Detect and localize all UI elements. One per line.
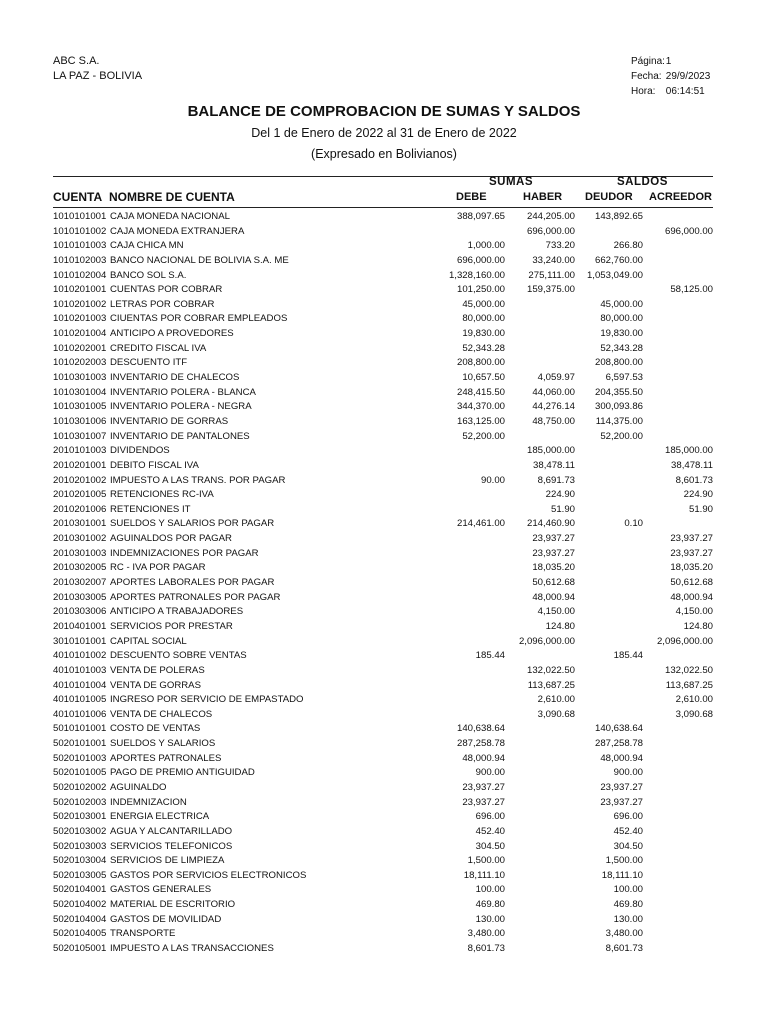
account-code: 5020102003 bbox=[53, 796, 107, 808]
account-name: CAJA MONEDA NACIONAL bbox=[110, 211, 230, 222]
deudor-value: 1,053,049.00 bbox=[586, 269, 643, 281]
account-code: 2010201005 bbox=[53, 489, 107, 501]
account-name: APORTES PATRONALES POR PAGAR bbox=[110, 591, 281, 603]
deudor-value: 143,892.65 bbox=[594, 211, 643, 222]
deudor-value: 52,343.28 bbox=[600, 342, 643, 354]
acreedor-value: 23,937.27 bbox=[670, 533, 713, 545]
table-row bbox=[0, 752, 768, 767]
date-value: 29/9/2023 bbox=[665, 71, 711, 82]
account-code: 5020104001 bbox=[53, 884, 107, 896]
table-row bbox=[0, 225, 768, 240]
group-saldos: SALDOS bbox=[617, 176, 668, 188]
header-bottom-rule bbox=[53, 207, 713, 208]
account-name: AGUINALDOS POR PAGAR bbox=[110, 533, 232, 545]
haber-value: 696,000.00 bbox=[526, 225, 575, 237]
table-row bbox=[0, 488, 768, 503]
account-name: PAGO DE PREMIO ANTIGUIDAD bbox=[110, 767, 255, 779]
table-row bbox=[0, 591, 768, 606]
account-name: GASTOS POR SERVICIOS ELECTRONICOS bbox=[110, 869, 307, 881]
debe-value: 48,000.94 bbox=[462, 752, 505, 764]
table-row bbox=[0, 547, 768, 562]
debe-value: 344,370.00 bbox=[456, 401, 505, 413]
debe-value: 208,800.00 bbox=[456, 357, 505, 369]
debe-value: 696,000.00 bbox=[456, 254, 505, 266]
deudor-value: 662,760.00 bbox=[594, 254, 643, 266]
table-row bbox=[0, 605, 768, 620]
account-name: RETENCIONES IT bbox=[110, 503, 191, 515]
deudor-value: 8,601.73 bbox=[605, 943, 643, 955]
debe-value: 214,461.00 bbox=[456, 518, 505, 530]
deudor-value: 130.00 bbox=[613, 913, 643, 925]
account-name: ANTICIPO A PROVEDORES bbox=[110, 328, 234, 340]
deudor-value: 208,800.00 bbox=[594, 357, 643, 369]
account-code: 1010301004 bbox=[53, 386, 107, 398]
account-code: 1010201001 bbox=[53, 284, 107, 296]
haber-value: 224.90 bbox=[545, 489, 575, 501]
deudor-value: 300,093.86 bbox=[594, 401, 643, 413]
col-header-acreedor: ACREEDOR bbox=[649, 191, 712, 203]
haber-value: 48,750.00 bbox=[532, 415, 575, 427]
table-row bbox=[0, 620, 768, 635]
account-code: 1010201004 bbox=[53, 328, 107, 340]
deudor-value: 23,937.27 bbox=[600, 781, 643, 793]
account-code: 5020101001 bbox=[53, 738, 107, 750]
haber-value: 4,059.97 bbox=[537, 372, 575, 384]
debe-value: 80,000.00 bbox=[462, 313, 505, 325]
haber-value: 38,478.11 bbox=[533, 459, 575, 471]
time-label: Hora: bbox=[631, 86, 656, 97]
table-row bbox=[0, 356, 768, 371]
table-row bbox=[0, 371, 768, 386]
debe-value: 452.40 bbox=[475, 825, 505, 837]
debe-value: 304.50 bbox=[475, 840, 505, 852]
account-code: 1010301003 bbox=[53, 372, 107, 384]
acreedor-value: 50,612.68 bbox=[670, 577, 713, 589]
account-name: INVENTARIO POLERA - BLANCA bbox=[110, 386, 256, 398]
account-name: AGUINALDO bbox=[110, 781, 167, 793]
debe-value: 3,480.00 bbox=[467, 928, 505, 940]
account-name: MATERIAL DE ESCRITORIO bbox=[110, 899, 236, 911]
haber-value: 124.80 bbox=[545, 620, 575, 632]
account-name: CREDITO FISCAL IVA bbox=[110, 342, 207, 354]
table-row bbox=[0, 444, 768, 459]
acreedor-value: 23,937.27 bbox=[670, 547, 713, 559]
debe-value: 101,250.00 bbox=[456, 284, 505, 296]
account-code: 1010101002 bbox=[53, 225, 107, 237]
account-name: BANCO SOL S.A. bbox=[110, 269, 187, 281]
haber-value: 275,111.00 bbox=[528, 269, 575, 281]
account-code: 2010301002 bbox=[53, 533, 107, 545]
account-code: 1010102003 bbox=[53, 254, 107, 266]
account-code: 2010201001 bbox=[53, 459, 107, 471]
table-row bbox=[0, 766, 768, 781]
deudor-value: 18,111.10 bbox=[601, 869, 643, 881]
deudor-value: 6,597.53 bbox=[605, 372, 643, 384]
debe-value: 45,000.00 bbox=[462, 298, 505, 310]
deudor-value: 266.80 bbox=[613, 240, 643, 252]
table-row bbox=[0, 312, 768, 327]
page-number-row bbox=[631, 54, 710, 69]
col-header-haber: HABER bbox=[523, 191, 563, 203]
table-row bbox=[0, 430, 768, 445]
debe-value: 388,097.65 bbox=[456, 211, 505, 222]
haber-value: 33,240.00 bbox=[532, 254, 575, 266]
account-name: GASTOS DE MOVILIDAD bbox=[110, 913, 222, 925]
table-row bbox=[0, 781, 768, 796]
table-row bbox=[0, 386, 768, 401]
account-code: 5020103001 bbox=[53, 811, 107, 823]
table-row bbox=[0, 239, 768, 254]
company-city: LA PAZ - BOLIVIA bbox=[53, 70, 143, 82]
debe-value: 23,937.27 bbox=[462, 781, 505, 793]
acreedor-value: 48,000.94 bbox=[670, 591, 713, 603]
acreedor-value: 58,125.00 bbox=[670, 284, 713, 296]
deudor-value: 80,000.00 bbox=[600, 313, 643, 325]
deudor-value: 204,355.50 bbox=[594, 386, 643, 398]
table-row bbox=[0, 561, 768, 576]
table-row bbox=[0, 576, 768, 591]
deudor-value: 3,480.00 bbox=[605, 928, 643, 940]
account-name: VENTA DE POLERAS bbox=[110, 664, 205, 676]
deudor-value: 452.40 bbox=[613, 825, 643, 837]
deudor-value: 0.10 bbox=[624, 518, 643, 530]
deudor-value: 185.44 bbox=[613, 650, 643, 662]
account-name: SERVICIOS POR PRESTAR bbox=[110, 620, 233, 632]
deudor-value: 900.00 bbox=[613, 767, 643, 779]
table-row bbox=[0, 693, 768, 708]
account-code: 2010201002 bbox=[53, 474, 107, 486]
account-name: DIVIDENDOS bbox=[110, 445, 170, 457]
haber-value: 159,375.00 bbox=[526, 284, 575, 296]
table-row bbox=[0, 722, 768, 737]
page-label: Página: bbox=[631, 56, 665, 67]
account-code: 3010101001 bbox=[53, 635, 107, 647]
account-name: IMPUESTO A LAS TRANSACCIONES bbox=[110, 943, 274, 955]
deudor-value: 23,937.27 bbox=[600, 796, 643, 808]
table-row bbox=[0, 927, 768, 942]
account-name: DEBITO FISCAL IVA bbox=[110, 459, 199, 471]
table-row bbox=[0, 210, 768, 225]
table-row bbox=[0, 708, 768, 723]
account-code: 1010201003 bbox=[53, 313, 107, 325]
debe-value: 52,200.00 bbox=[462, 430, 505, 442]
deudor-value: 304.50 bbox=[613, 840, 643, 852]
account-name: INVENTARIO POLERA - NEGRA bbox=[110, 401, 252, 413]
account-name: LETRAS POR COBRAR bbox=[110, 298, 215, 310]
account-name: SERVICIOS TELEFONICOS bbox=[110, 840, 233, 852]
debe-value: 696.00 bbox=[475, 811, 505, 823]
account-code: 5020103004 bbox=[53, 855, 107, 867]
report-period: Del 1 de Enero de 2022 al 31 de Enero de 2022 bbox=[251, 126, 517, 140]
account-name: INDEMNIZACION bbox=[110, 796, 187, 808]
account-name: VENTA DE CHALECOS bbox=[110, 708, 213, 720]
debe-value: 10,657.50 bbox=[462, 372, 505, 384]
debe-value: 23,937.27 bbox=[462, 796, 505, 808]
acreedor-value: 4,150.00 bbox=[675, 606, 713, 618]
account-name: SERVICIOS DE LIMPIEZA bbox=[110, 855, 225, 867]
table-row bbox=[0, 269, 768, 284]
account-name: RC - IVA POR PAGAR bbox=[110, 562, 206, 574]
date-row bbox=[631, 69, 710, 84]
account-name: CIUENTAS POR COBRAR EMPLEADOS bbox=[110, 313, 288, 325]
deudor-value: 45,000.00 bbox=[600, 298, 643, 310]
report-meta bbox=[631, 54, 710, 99]
account-name: CUENTAS POR COBRAR bbox=[110, 284, 223, 296]
table-row bbox=[0, 840, 768, 855]
haber-value: 4,150.00 bbox=[537, 606, 575, 618]
debe-value: 19,830.00 bbox=[462, 328, 505, 340]
deudor-value: 19,830.00 bbox=[600, 328, 643, 340]
acreedor-value: 132,022.50 bbox=[664, 664, 713, 676]
haber-value: 8,691.73 bbox=[537, 474, 575, 486]
table-row bbox=[0, 664, 768, 679]
debe-value: 900.00 bbox=[475, 767, 505, 779]
account-name: INDEMNIZACIONES POR PAGAR bbox=[110, 547, 259, 559]
table-row bbox=[0, 327, 768, 342]
haber-value: 50,612.68 bbox=[532, 577, 575, 589]
account-code: 1010201002 bbox=[53, 298, 107, 310]
account-code: 4010101002 bbox=[53, 650, 107, 662]
account-name: VENTA DE GORRAS bbox=[110, 679, 201, 691]
account-code: 2010302005 bbox=[53, 562, 107, 574]
haber-value: 214,460.90 bbox=[526, 518, 575, 530]
account-name: DESCUENTO ITF bbox=[110, 357, 188, 369]
account-code: 2010101003 bbox=[53, 445, 107, 457]
table-row bbox=[0, 649, 768, 664]
account-name: CAPITAL SOCIAL bbox=[110, 635, 187, 647]
debe-value: 100.00 bbox=[475, 884, 505, 896]
debe-value: 287,258.78 bbox=[456, 738, 505, 750]
account-name: IMPUESTO A LAS TRANS. POR PAGAR bbox=[110, 474, 286, 486]
debe-value: 130.00 bbox=[475, 913, 505, 925]
account-code: 5020102002 bbox=[53, 781, 107, 793]
account-code: 5020101003 bbox=[53, 752, 107, 764]
account-name: BANCO NACIONAL DE BOLIVIA S.A. ME bbox=[110, 254, 289, 266]
table-row bbox=[0, 342, 768, 357]
debe-value: 1,500.00 bbox=[467, 855, 505, 867]
haber-value: 23,937.27 bbox=[532, 547, 575, 559]
table-row bbox=[0, 825, 768, 840]
deudor-value: 114,375.00 bbox=[595, 415, 643, 427]
table-row bbox=[0, 635, 768, 650]
debe-value: 8,601.73 bbox=[467, 943, 505, 955]
account-name: GASTOS GENERALES bbox=[110, 884, 212, 896]
account-code: 1010202003 bbox=[53, 357, 107, 369]
deudor-value: 100.00 bbox=[613, 884, 643, 896]
account-code: 2010201006 bbox=[53, 503, 107, 515]
account-code: 2010301001 bbox=[53, 518, 107, 530]
account-code: 5020104005 bbox=[53, 928, 107, 940]
account-name: ENERGIA ELECTRICA bbox=[110, 811, 210, 823]
deudor-value: 287,258.78 bbox=[594, 738, 643, 750]
table-row bbox=[0, 298, 768, 313]
account-name: APORTES LABORALES POR PAGAR bbox=[110, 577, 275, 589]
date-label: Fecha: bbox=[631, 71, 662, 82]
haber-value: 18,035.20 bbox=[532, 562, 575, 574]
col-header-debe: DEBE bbox=[456, 191, 487, 203]
haber-value: 3,090.68 bbox=[537, 708, 575, 720]
table-row bbox=[0, 415, 768, 430]
haber-value: 51.90 bbox=[550, 503, 575, 515]
table-row bbox=[0, 517, 768, 532]
account-code: 5020104004 bbox=[53, 913, 107, 925]
haber-value: 733.20 bbox=[545, 240, 575, 252]
acreedor-value: 2,096,000.00 bbox=[656, 635, 713, 647]
report-title: BALANCE DE COMPROBACION DE SUMAS Y SALDOS bbox=[187, 103, 581, 120]
account-code: 5020101005 bbox=[53, 767, 107, 779]
col-header-nombre: NOMBRE DE CUENTA bbox=[109, 190, 235, 204]
deudor-value: 52,200.00 bbox=[600, 430, 643, 442]
account-name: APORTES PATRONALES bbox=[110, 752, 222, 764]
account-name: DESCUENTO SOBRE VENTAS bbox=[110, 650, 247, 662]
haber-value: 244,205.00 bbox=[526, 211, 575, 222]
acreedor-value: 3,090.68 bbox=[675, 708, 713, 720]
account-code: 2010401001 bbox=[53, 620, 107, 632]
haber-value: 44,276.14 bbox=[532, 401, 575, 413]
account-name: SUELDOS Y SALARIOS bbox=[110, 738, 216, 750]
acreedor-value: 51.90 bbox=[688, 503, 713, 515]
acreedor-value: 224.90 bbox=[683, 489, 713, 501]
deudor-value: 469.80 bbox=[613, 899, 643, 911]
haber-value: 132,022.50 bbox=[526, 664, 575, 676]
table-row bbox=[0, 883, 768, 898]
account-code: 4010101006 bbox=[53, 708, 107, 720]
table-row bbox=[0, 854, 768, 869]
account-code: 2010303005 bbox=[53, 591, 107, 603]
time-row bbox=[631, 84, 710, 99]
account-name: INVENTARIO DE CHALECOS bbox=[110, 372, 240, 384]
debe-value: 248,415.50 bbox=[456, 386, 505, 398]
haber-value: 185,000.00 bbox=[526, 445, 575, 457]
account-code: 2010303006 bbox=[53, 606, 107, 618]
time-value: 06:14:51 bbox=[665, 86, 705, 97]
acreedor-value: 185,000.00 bbox=[664, 445, 713, 457]
col-header-deudor: DEUDOR bbox=[585, 191, 633, 203]
table-row bbox=[0, 283, 768, 298]
company-name: ABC S.A. bbox=[53, 55, 100, 67]
account-code: 1010101003 bbox=[53, 240, 107, 252]
account-code: 4010101004 bbox=[53, 679, 107, 691]
haber-value: 2,096,000.00 bbox=[518, 635, 575, 647]
haber-value: 44,060.00 bbox=[532, 386, 575, 398]
header-top-rule bbox=[53, 176, 713, 177]
debe-value: 185.44 bbox=[475, 650, 505, 662]
haber-value: 113,687.25 bbox=[527, 679, 575, 691]
account-name: ANTICIPO A TRABAJADORES bbox=[110, 606, 244, 618]
report-currency-note: (Expresado en Bolivianos) bbox=[311, 147, 457, 161]
deudor-value: 48,000.94 bbox=[600, 752, 643, 764]
account-code: 1010101001 bbox=[53, 211, 107, 222]
table-row bbox=[0, 869, 768, 884]
debe-value: 52,343.28 bbox=[462, 342, 505, 354]
table-row bbox=[0, 898, 768, 913]
account-code: 1010301007 bbox=[53, 430, 107, 442]
account-name: SUELDOS Y SALARIOS POR PAGAR bbox=[110, 518, 275, 530]
account-name: AGUA Y ALCANTARILLADO bbox=[110, 825, 233, 837]
table-row bbox=[0, 942, 768, 957]
account-table-body bbox=[0, 210, 768, 957]
deudor-value: 140,638.64 bbox=[594, 723, 643, 735]
account-name: RETENCIONES RC-IVA bbox=[110, 489, 214, 501]
page-value: 1 bbox=[665, 56, 672, 67]
table-row bbox=[0, 254, 768, 269]
account-name: COSTO DE VENTAS bbox=[110, 723, 201, 735]
account-name: INVENTARIO DE GORRAS bbox=[110, 415, 229, 427]
account-code: 5020105001 bbox=[53, 943, 107, 955]
deudor-value: 696.00 bbox=[613, 811, 643, 823]
account-name: CAJA MONEDA EXTRANJERA bbox=[110, 225, 245, 237]
account-code: 1010301006 bbox=[53, 415, 107, 427]
debe-value: 163,125.00 bbox=[456, 415, 505, 427]
account-code: 5020104002 bbox=[53, 899, 107, 911]
debe-value: 1,000.00 bbox=[467, 240, 505, 252]
account-code: 1010301005 bbox=[53, 401, 107, 413]
account-code: 4010101003 bbox=[53, 664, 107, 676]
table-row bbox=[0, 532, 768, 547]
table-row bbox=[0, 796, 768, 811]
table-row bbox=[0, 400, 768, 415]
acreedor-value: 696,000.00 bbox=[664, 225, 713, 237]
debe-value: 469.80 bbox=[475, 899, 505, 911]
account-name: INVENTARIO DE PANTALONES bbox=[110, 430, 250, 442]
acreedor-value: 113,687.25 bbox=[665, 679, 713, 691]
account-code: 2010302007 bbox=[53, 577, 107, 589]
account-name: TRANSPORTE bbox=[110, 928, 176, 940]
table-row bbox=[0, 459, 768, 474]
group-sumas: SUMAS bbox=[489, 176, 534, 188]
table-row bbox=[0, 679, 768, 694]
table-row bbox=[0, 503, 768, 518]
debe-value: 18,111.10 bbox=[463, 869, 505, 881]
account-code: 5020103002 bbox=[53, 825, 107, 837]
account-code: 1010202001 bbox=[53, 342, 107, 354]
acreedor-value: 2,610.00 bbox=[675, 694, 713, 706]
account-code: 2010301003 bbox=[53, 547, 107, 559]
debe-value: 1,328,160.00 bbox=[448, 269, 505, 281]
account-name: INGRESO POR SERVICIO DE EMPASTADO bbox=[110, 694, 304, 706]
company-block bbox=[53, 54, 142, 84]
debe-value: 140,638.64 bbox=[456, 723, 505, 735]
haber-value: 48,000.94 bbox=[532, 591, 575, 603]
col-header-cuenta: CUENTA bbox=[53, 190, 103, 204]
table-row bbox=[0, 913, 768, 928]
account-name: CAJA CHICA MN bbox=[110, 240, 184, 252]
deudor-value: 1,500.00 bbox=[605, 855, 643, 867]
acreedor-value: 38,478.11 bbox=[671, 459, 713, 471]
account-code: 5020103003 bbox=[53, 840, 107, 852]
table-row bbox=[0, 474, 768, 489]
account-code: 5020103005 bbox=[53, 869, 107, 881]
account-code: 1010102004 bbox=[53, 269, 107, 281]
haber-value: 2,610.00 bbox=[537, 694, 575, 706]
debe-value: 90.00 bbox=[480, 474, 505, 486]
account-code: 4010101005 bbox=[53, 694, 107, 706]
haber-value: 23,937.27 bbox=[532, 533, 575, 545]
table-row bbox=[0, 810, 768, 825]
account-code: 5010101001 bbox=[53, 723, 107, 735]
acreedor-value: 8,601.73 bbox=[675, 474, 713, 486]
acreedor-value: 18,035.20 bbox=[670, 562, 713, 574]
table-row bbox=[0, 737, 768, 752]
acreedor-value: 124.80 bbox=[683, 620, 713, 632]
